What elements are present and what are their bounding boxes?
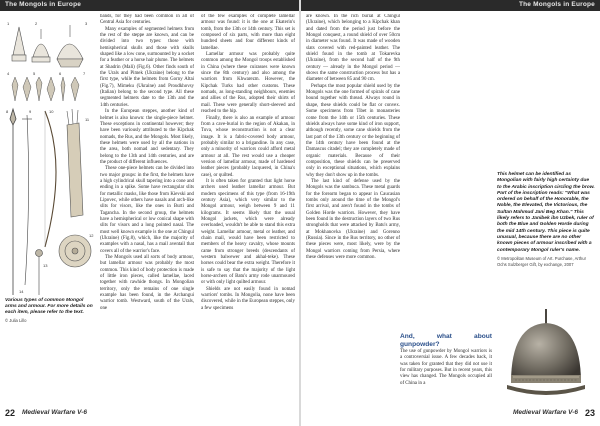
helmet-caption-text: This helmet can be identified as Mongolian with fairly high certainty due to the Arabic inscription circling the brow. Part of the inscription reads: "What was ordered on behalf of the Honorable, the Noble, the Elevated, the Victorious, the Sultan Mahmud Jani Beg Khan." This likely refers to Janibek ibn Uzbek, ruler of both the Blue and Golden Horde during the mid 14th century. This piece is quite unusual, because there are no other known pieces of armour inscribed with a contemporary Mongol ruler's name. [497, 172, 595, 253]
paragraph: bands, for they had been common in all of Central Asia for centuries. [100, 14, 194, 26]
left-page-number: 22 [5, 408, 16, 418]
figure-label: 4 [7, 71, 10, 76]
left-header-title: The Mongols in Europe [5, 1, 82, 8]
sabre-drawing [22, 115, 32, 285]
arms-illustration-svg [5, 15, 97, 298]
figure-label: 6 [59, 71, 62, 76]
right-page-number: 23 [584, 408, 595, 418]
article-column-4 [306, 14, 400, 406]
figure-label: 8 [6, 109, 9, 114]
shield-drawing [59, 235, 91, 267]
figure-label: 9 [29, 109, 32, 114]
paragraph: The last kind of defense used by the Mongols was the sambuca. These metal guards for the forearm began to appear in Caucasian tombs only around the time of the Mongol's first arrival, and aren't found in the tombs of Golden Horde warriors. However, they have been found in the destruction layers of two Rus strongholds that were attacked by Batu's army, at Mokhanovka (Ukraine) and Gorenno (Russia). Since in the Rus territory, no other of these pieces were, most likely, were by the Mongol warriors coming from Persia, where these defenses were more common. [306, 178, 400, 261]
figure-label: 7 [83, 71, 86, 76]
article-column-5 [400, 330, 492, 406]
helmet-credit: © Metropolitan Museum of Art. Purchase, Arthur Ochs Sulzberger Gift, by exchange, 2007 [497, 255, 586, 268]
left-magazine-title: Medieval Warfare V-6 [22, 409, 88, 416]
figure-caption-left [5, 298, 93, 324]
paragraph: Perhaps the most popular shield used by the Mongols was the one formed of spirals of cane bound together with thread. Always round in shape, these shields could be flat or convex. Some specimens from Tibet in monasteries come from the 14th or 15th centuries. These shields always have some kind of iron support, although recently, some cane shields from the last part of the 13th century or the beginning of the 14th century have been found at the Damascus citadel; they are completely made of organic materials. Because of their composition, these shields can be preserved only in exceptional situations, which explains why they don't show up in the tombs. [306, 83, 400, 178]
paragraph: It is often taken for granted that light horse archers used leather lamellar armour. But modern specimens of this type (from 16-19th century Asia), which very similar to the Mongol armour, weigh between 9 and 11 kilograms. It seems likely that the usual Mongol jackets, which were already overloaded, wouldn't be able to stand this extra weight. Lamellar armour, metal or leather, and chain mail, would have been restricted to members of the heavy cavalry, whose mounts came from stronger breeds (descendants of western balwewer and akhal-teke). These horses could bear the extra weight. Therefore it is safe to say that the majority of the light horse-archers of Batu's army rode unarmoured or with only light quilted armour. [201, 178, 295, 286]
figure-label: 5 [33, 71, 36, 76]
right-magazine-title: Medieval Warfare V-6 [512, 409, 578, 416]
paragraph: These one-piece helmets can be divided into two major groups: in the first, the helmets have a high cylindrical skull tapering into a cone and ending in a spike. Some have rectangular slits for metallic masks, like those from Kievski and Lipovec, while others have nasals and arch-like slits for visors, like the ones in Burti and Tagancha. In the second group, the helmets have a hemispherical or low conical shape with slits for visors and a long pointed nasal. The most well known example is the one at Chingul (Ukraine) (Fig.8), which, like the majority of examples with a nasal, has a mail aventail that covers all of the warrior's face. [100, 166, 194, 254]
page-gutter [299, 0, 301, 426]
figure-label: 2 [35, 21, 38, 26]
figure-label: 1 [7, 21, 10, 26]
figure-label: 11 [85, 117, 90, 122]
figure-label: 10 [49, 109, 54, 114]
arrowheads-row [12, 77, 79, 101]
helmet-drawing-2 [32, 29, 50, 62]
lance-drawing [10, 109, 16, 295]
right-page-footer [301, 408, 600, 420]
helmet-shape [507, 309, 585, 395]
paragraph: Lamellar armour was probably quite common among the Mongol troops established in China (where these cuirasses were known since the 8th century) and also among the warriors from Khwarezm. However, the Kipchak Turks had other customs. These nomads, as long-standing neighbours, enemies and allies of the Rus, adopted their shirts of mail. These were generally short-sleeved and reached to the hip. [201, 52, 295, 115]
paragraph: Shields are not easily found in nomad warriors' tombs. In Mongolia, none have been discovered, while in the European steppes, only a few specimens [201, 286, 295, 311]
right-header-title: The Mongols in Europe [518, 1, 595, 8]
quiver-drawing [67, 109, 83, 217]
paragraph: Finally, there is also an example of armour from a cave-burial in the region of Akakan, in Tuva, whose reconstruction is not a clear image. It is a fabric-covered body armour, probably similar to a brigandine. In any case, only a minority of warriors could afford metal armour at all. The rest would use a cheaper version of lamellar armour, made of hardened leather pieces (probably lacquered, in China's case), or quilted. [201, 115, 295, 178]
figure-caption-text: Various types of common Mongol arms and armour. For more details on each item, please refer to the text. [5, 298, 93, 316]
paragraph: Many examples of segmented helmets from the rest of the steppe are known, and can be divided into two types: those with hemispherical skulls and those with skulls shaped like a low cone, surmounted by a socket for a feather or a horse hair plume. The helmets at Shadrin (Mali) (Fig.6). Other finds south of the Urals and Pimek (Ukraine) belong to the first type, while the helmets from Gorny Altai (Fig.7), Mimeku (Ukraine) and Proudkhovsy (Italian) belong to the second type. All these segmented helmets date to the 13th and the 14th centuries. [100, 26, 194, 108]
arms-armour-illustration [5, 15, 97, 298]
bow-drawing [45, 111, 56, 247]
helmet-caption [497, 172, 595, 268]
article-column-3 [201, 14, 295, 406]
article-column-2 [100, 14, 194, 406]
left-page-header [0, 0, 299, 11]
left-page-footer [0, 408, 299, 420]
paragraph: are known. In the rich burial at Chingul (Ukraine), which belonging to a Kipchak khan and dated from the period just before the Mongol conquest, a round shield of over 50cm in diameter was found. It was made of wooden slats covered with red-painted leather. The shield found in the tomb at Tokarevka (Ukraine), from the second half of the 9th century — already in the Mongol period — shows the same construction process but has a diameter of between 85 and 90 cm. [306, 14, 400, 83]
paragraph: The use of gunpowder by Mongol warriors is a controversial issue. A few decades back, it was taken for granted that they did not use it for military purposes. But in recent years, this view has changed. The Mongols occupied all of China in a [400, 349, 492, 386]
mace-drawing [36, 250, 43, 296]
right-page-header [301, 0, 600, 11]
paragraph: The Mongols used all sorts of body armour, but lamellar armour was probably the most common. This kind of body protection is made of little iron pieces, called lamellae, laced together with rawhide thongs. In Mongolian territory, only the remains of one single example has been found, in the Archangui warrior tomb. Westward, south of the Urals, one [100, 255, 194, 311]
helmet-drawing-3 [57, 25, 83, 67]
helmet-photo [497, 303, 595, 405]
gunpowder-heading: And, what about gunpowder? [400, 333, 492, 348]
paragraph: of the few examples of complete lamellar armour was found: it is the one at Ekaterin's tomb, from the 13th or 14th century. This set is composed of six parts, with more than eight hundred sheets and four different kinds of lamellae. [201, 14, 295, 51]
figure-label: 12 [89, 233, 94, 238]
helmet-photo-svg [497, 303, 595, 405]
figure-label: 14 [19, 289, 24, 294]
helmet-drawing-1 [12, 27, 26, 61]
figure-credit: © Julia Lillo [5, 317, 27, 323]
figure-label: 13 [43, 263, 48, 268]
paragraph: In the European steppes, another kind of helmet is also known: the single-piece helmet. These exceptions in continental however; they have been variously attributed to the Kipchak nomads, the Rus, and the Mongols. Most likely, these helmets were used by all the nations in the area, both nomad and sedentary. They belong to the 13th and 14th centuries, and are the product of different influences. [100, 109, 194, 165]
figure-label: 3 [85, 21, 88, 26]
